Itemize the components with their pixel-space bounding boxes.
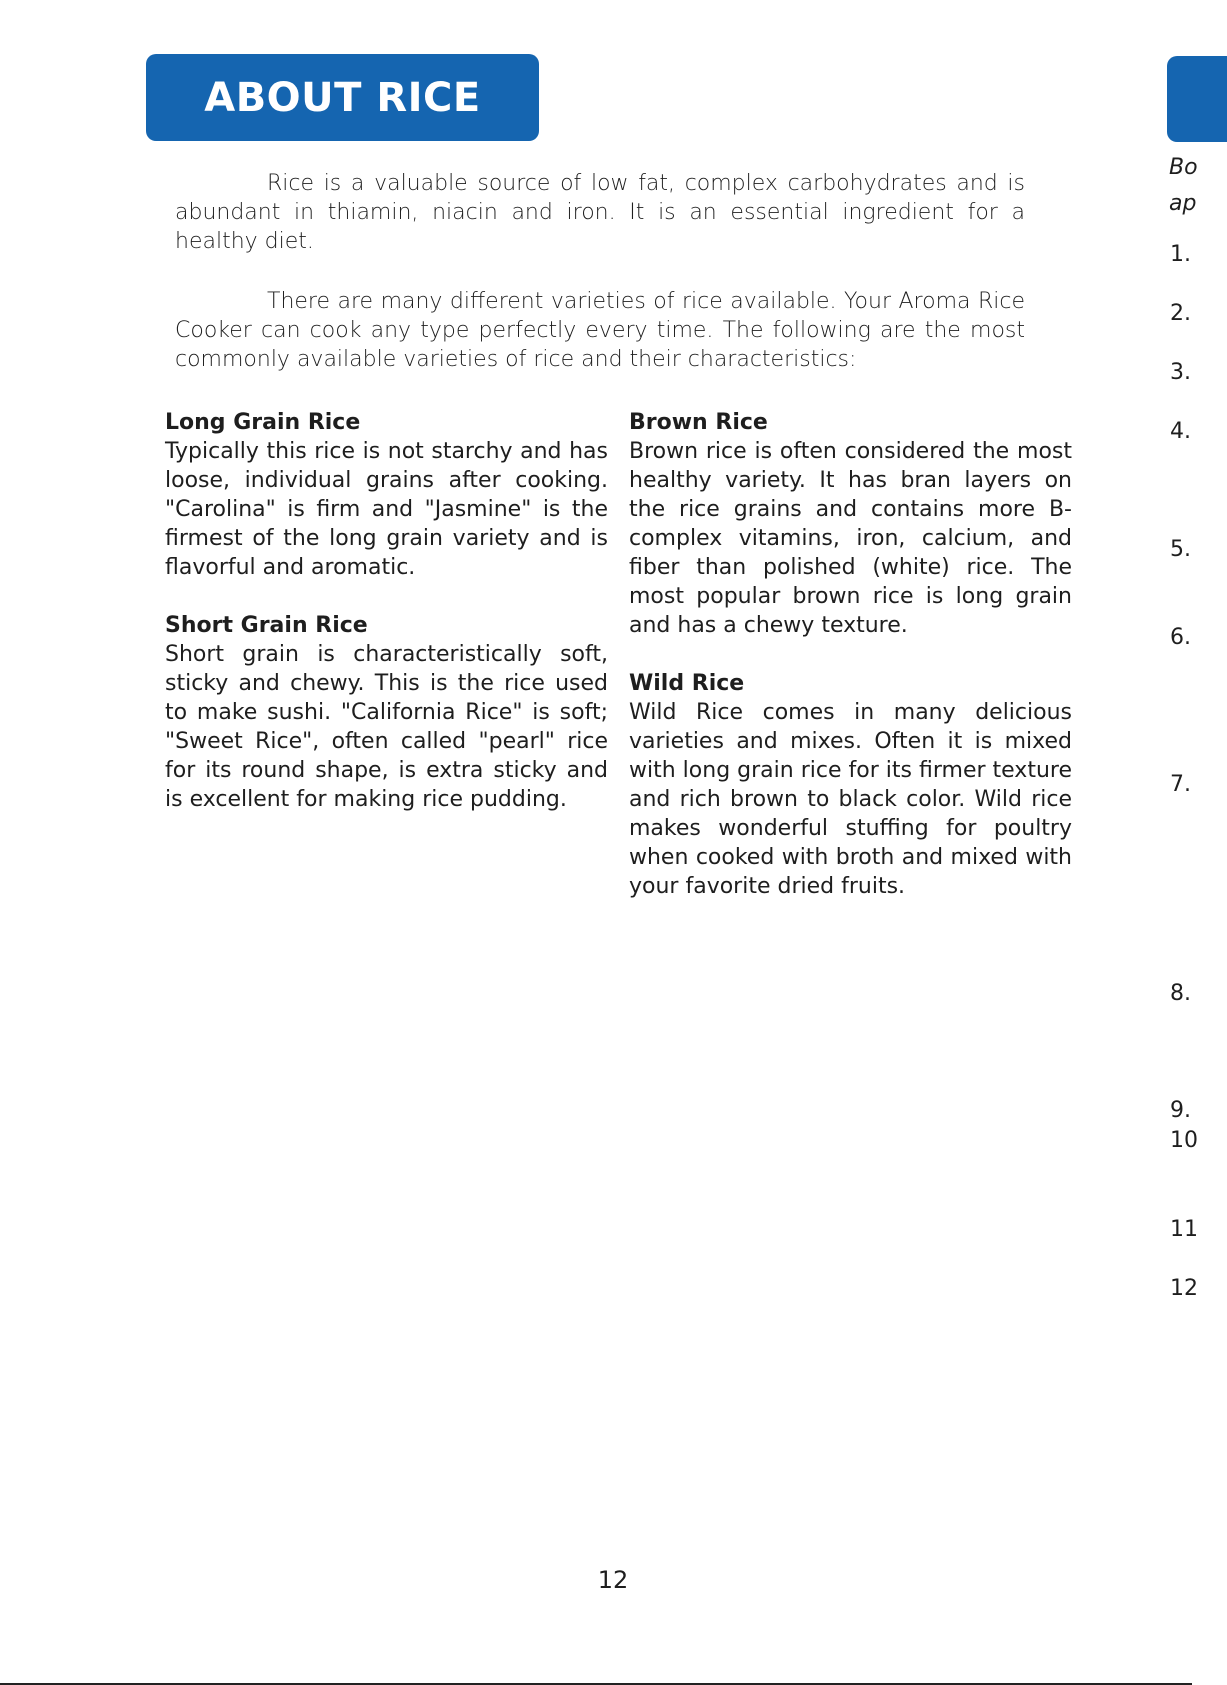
next-page-list-number: 5.	[1170, 537, 1191, 562]
short-grain-body: Short grain is characteristically soft, sticky and chewy. This is the rice used to make sushi. "California Rice" is soft; "Sweet Rice", often called "pearl" rice for its round shape, is extra sticky and is excellent for making rice pudding.	[165, 642, 608, 812]
intro-paragraph-2-text: There are many different varieties of rice available. Your Aroma Rice Cooker can cook any type perfectly every time. The following are the most commonly available varieties of rice and their characteristics:	[175, 289, 1025, 372]
section-header-banner	[146, 54, 539, 141]
next-page-list-number: 4.	[1170, 419, 1191, 444]
brown-rice-body: Brown rice is often considered the most healthy variety. It has bran layers on the rice grains and contains more B-complex vitamins, iron, calcium, and fiber than polished (white) rice. The most popular brown rice is long grain and has a chewy texture.	[629, 439, 1072, 638]
intro-paragraph-1	[175, 169, 1025, 256]
wild-rice-heading: Wild Rice	[629, 671, 745, 696]
next-page-list-number: 12	[1170, 1276, 1198, 1301]
short-grain-heading: Short Grain Rice	[165, 613, 368, 638]
brown-rice-heading: Brown Rice	[629, 410, 768, 435]
page-title: ABOUT RICE	[204, 74, 481, 121]
next-page-list-number: 2.	[1170, 301, 1191, 326]
next-page-list-number: 1.	[1170, 242, 1191, 267]
next-page-list-number: 11	[1170, 1217, 1198, 1242]
page-number: 12	[597, 1566, 629, 1594]
next-page-header-banner	[1167, 56, 1227, 142]
long-grain-body: Typically this rice is not starchy and has loose, individual grains after cooking. "Carolina" is firm and "Jasmine" is the firmest of the long grain variety and is flavorful and aromatic.	[165, 439, 608, 580]
next-page-text-fragment: ap	[1169, 191, 1197, 216]
next-page-list-number: 9.	[1170, 1098, 1191, 1123]
next-page-text-fragment: Bo	[1169, 155, 1198, 180]
next-page-list-number: 8.	[1170, 981, 1191, 1006]
wild-rice-body: Wild Rice comes in many delicious varieties and mixes. Often it is mixed with long grain rice for its firmer texture and rich brown to black color. Wild rice makes wonderful stuffing for poultry when cooked with broth and mixed with your favorite dried fruits.	[629, 700, 1072, 899]
next-page-list-number: 10	[1170, 1128, 1198, 1153]
right-column	[629, 408, 1072, 930]
next-page-list-number: 7.	[1170, 772, 1191, 797]
long-grain-heading: Long Grain Rice	[165, 410, 361, 435]
next-page-list-number: 6.	[1170, 625, 1191, 650]
left-column	[165, 408, 608, 843]
next-page-list-number: 3.	[1170, 360, 1191, 385]
intro-paragraph-2	[175, 287, 1025, 374]
intro-paragraph-1-text: Rice is a valuable source of low fat, complex carbohydrates and is abundant in thiamin, niacin and iron. It is an essential ingredient for a healthy diet.	[175, 171, 1025, 254]
